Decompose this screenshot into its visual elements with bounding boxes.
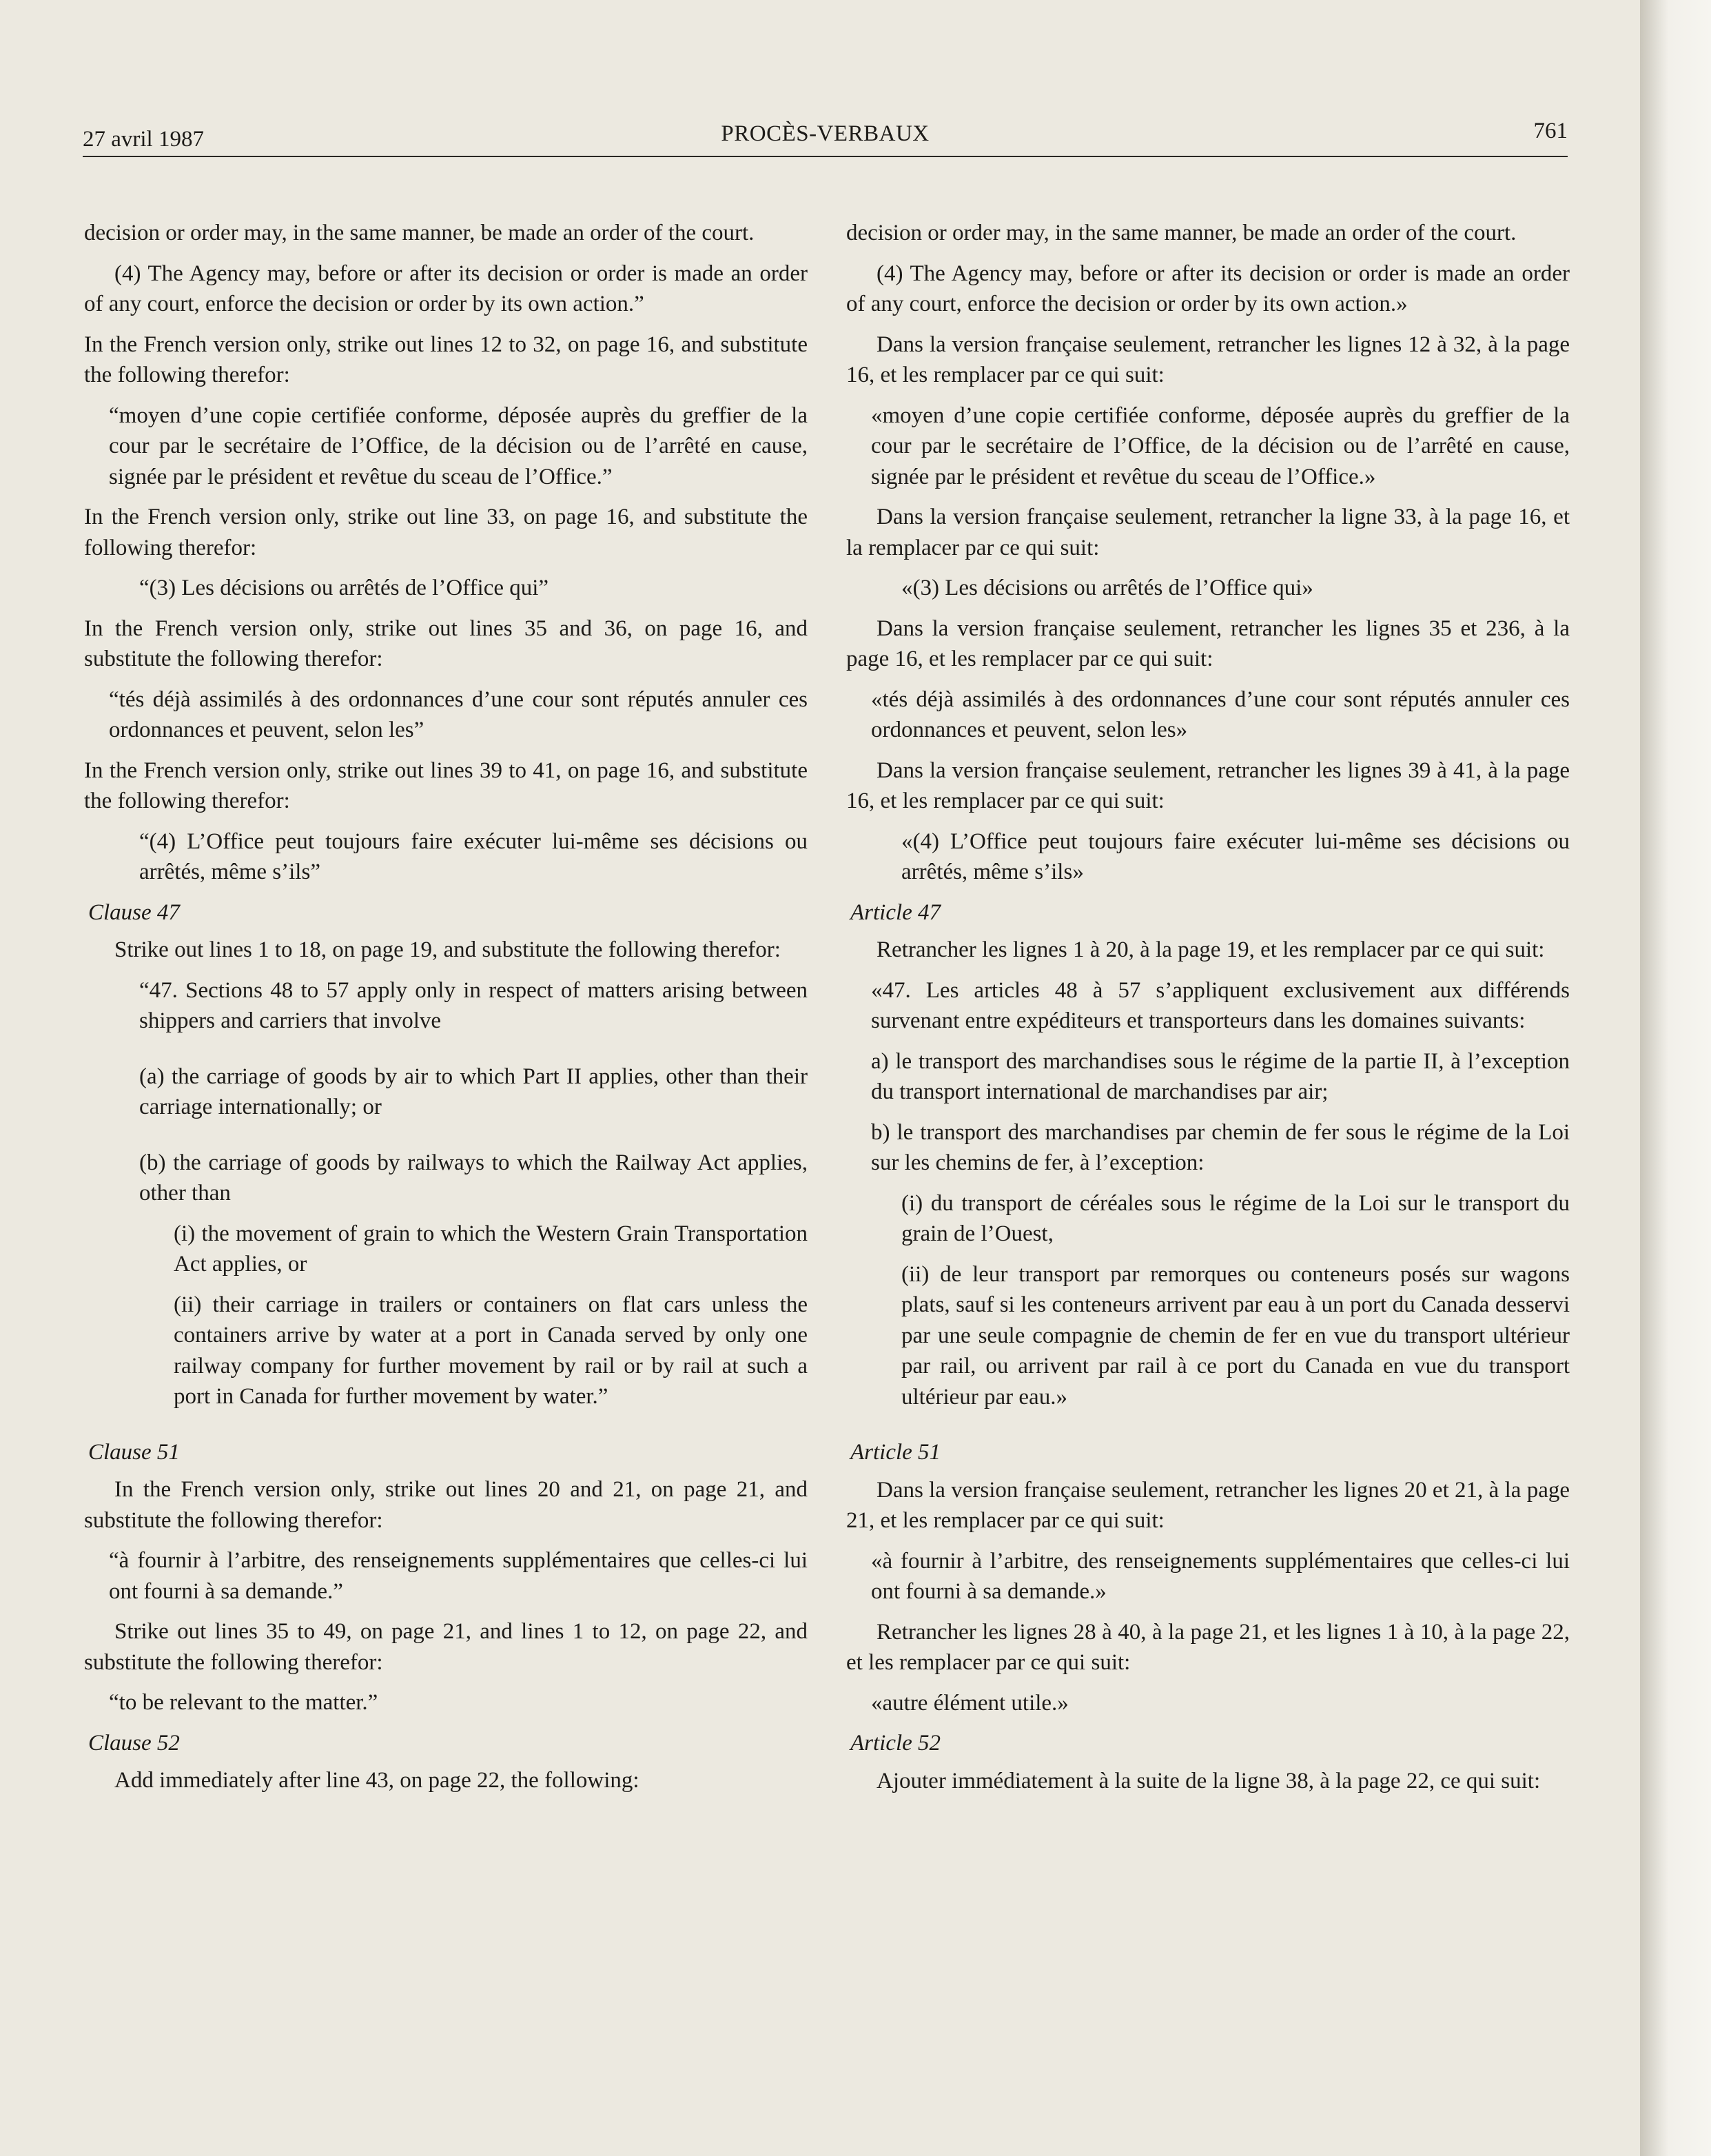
quoted-text: “tés déjà assimilés à des ordonnances d’une cour sont réputés annuler ces ordonnances et peuvent, selon les”	[109, 687, 808, 742]
instruction: In the French version only, strike out lines 20 and 21, on page 21, and substitute the following therefor:	[84, 1477, 808, 1533]
quoted-text: «(4) L’Office peut toujours faire exécuter lui-même ses décisions ou arrêtés, même s’ils»	[901, 828, 1570, 884]
quoted-text: «(3) Les décisions ou arrêtés de l’Office qui»	[901, 576, 1313, 600]
page-edge-shadow	[1640, 0, 1711, 2156]
paragraph: (4) The Agency may, before or after its decision or order is made an order of any court, enforce the decision or order by its own action.”	[84, 261, 808, 316]
header-rule	[83, 156, 1568, 157]
header-title: PROCÈS-VERBAUX	[721, 121, 930, 146]
header-date: 27 avril 1987	[83, 127, 204, 152]
quoted-text: “moyen d’une copie certifiée conforme, déposée auprès du greffier de la cour par le secrétaire de l’Office, de la décision ou de l’arrêté en cause, signée par le président et revêtue du sceau de l’Office.”	[109, 403, 808, 489]
page-header	[83, 119, 1568, 154]
paragraph: decision or order may, in the same manner, be made an order of the court.	[846, 221, 1517, 245]
quoted-text: (i) du transport de céréales sous le régime de la Loi sur le transport du grain de l’Ouest,	[901, 1190, 1570, 1246]
instruction: Dans la version française seulement, retrancher les lignes 39 à 41, à la page 16, et les remplacer par ce qui suit:	[846, 757, 1570, 813]
instruction: In the French version only, strike out lines 12 to 32, on page 16, and substitute the following therefor:	[84, 332, 808, 387]
quoted-text: «tés déjà assimilés à des ordonnances d’une cour sont réputés annuler ces ordonnances et peuvent, selon les»	[871, 687, 1570, 742]
section-heading: Clause 52	[88, 1730, 180, 1756]
quoted-text: b) le transport des marchandises par chemin de fer sous le régime de la Loi sur les chemins de fer, à l’exception:	[871, 1119, 1570, 1175]
quoted-text: (i) the movement of grain to which the Western Grain Transportation Act applies, or	[174, 1221, 808, 1277]
paragraph: (4) The Agency may, before or after its decision or order is made an order of any court, enforce the decision or order by its own action.»	[846, 261, 1570, 316]
section-heading: Clause 51	[88, 1439, 180, 1465]
quoted-text: a) le transport des marchandises sous le régime de la partie II, à l’exception du transport international de marchandises par air;	[871, 1048, 1570, 1104]
quoted-text: “to be relevant to the matter.”	[109, 1690, 378, 1715]
quoted-text: (ii) de leur transport par remorques ou conteneurs posés sur wagons plats, sauf si les conteneurs arrivent par eau à un port du Canada desservi par une seule compagnie de chemin de fer en vue du transport ultérieur par rail, ou arrivent par rail à ce port du Canada en vue du transport ultérieur par eau.»	[901, 1261, 1570, 1410]
instruction: Add immediately after line 43, on page 22, the following:	[114, 1768, 639, 1793]
quoted-text: (a) the carriage of goods by air to which Part II applies, other than their carriage internationally; or	[139, 1064, 808, 1119]
quoted-text: “à fournir à l’arbitre, des renseignements supplémentaires que celles-ci lui ont fourni à sa demande.”	[109, 1548, 808, 1604]
quoted-text: “(4) L’Office peut toujours faire exécuter lui-même ses décisions ou arrêtés, même s’ils”	[139, 828, 808, 884]
quoted-text: «à fournir à l’arbitre, des renseignements supplémentaires que celles-ci lui ont fourni à sa demande.»	[871, 1548, 1570, 1604]
quoted-text: “(3) Les décisions ou arrêtés de l’Office qui”	[139, 576, 549, 600]
quoted-text: «autre élément utile.»	[871, 1690, 1069, 1716]
right-column-french	[846, 218, 1570, 1806]
instruction: In the French version only, strike out lines 35 and 36, on page 16, and substitute the following therefor:	[84, 616, 808, 671]
quoted-text: (b) the carriage of goods by railways to which the Railway Act applies, other than	[139, 1150, 808, 1206]
instruction: Strike out lines 1 to 18, on page 19, and substitute the following therefor:	[114, 937, 781, 962]
instruction: In the French version only, strike out lines 39 to 41, on page 16, and substitute the following therefor:	[84, 757, 808, 813]
instruction: Strike out lines 35 to 49, on page 21, and lines 1 to 12, on page 22, and substitute the following therefor:	[84, 1619, 808, 1675]
left-column-english	[84, 218, 808, 1806]
section-heading: Article 52	[850, 1731, 941, 1756]
quoted-text: “47. Sections 48 to 57 apply only in respect of matters arising between shippers and carriers that involve	[139, 977, 808, 1033]
instruction: Retrancher les lignes 28 à 40, à la page 21, et les lignes 1 à 10, à la page 22, et les remplacer par ce qui suit:	[846, 1619, 1570, 1675]
instruction: Retrancher les lignes 1 à 20, à la page 19, et les remplacer par ce qui suit:	[877, 937, 1545, 962]
instruction: Ajouter immédiatement à la suite de la ligne 38, à la page 22, ce qui suit:	[877, 1768, 1541, 1793]
quoted-text: «47. Les articles 48 à 57 s’appliquent exclusivement aux différends survenant entre expéditeurs et transporteurs dans les domaines suivants:	[871, 977, 1570, 1033]
paragraph: decision or order may, in the same manner, be made an order of the court.	[84, 221, 755, 245]
section-heading: Article 47	[850, 899, 941, 925]
page-number: 761	[1533, 119, 1568, 143]
instruction: Dans la version française seulement, retrancher les lignes 12 à 32, à la page 16, et les remplacer par ce qui suit:	[846, 332, 1570, 387]
section-heading: Article 51	[850, 1440, 941, 1465]
section-heading: Clause 47	[88, 899, 180, 925]
instruction: In the French version only, strike out line 33, on page 16, and substitute the following therefor:	[84, 505, 808, 560]
quoted-text: (ii) their carriage in trailers or containers on flat cars unless the containers arrive by water at a port in Canada served by only one railway company for further movement by rail or by rail at such a port in Canada for further movement by water.”	[174, 1292, 808, 1409]
instruction: Dans la version française seulement, retrancher les lignes 35 et 236, à la page 16, et les remplacer par ce qui suit:	[846, 616, 1570, 671]
quoted-text: «moyen d’une copie certifiée conforme, déposée auprès du greffier de la cour par le secrétaire de l’Office, de la décision ou de l’arrêté en cause, signée par le président et revêtue du sceau de l’Office.»	[871, 403, 1570, 489]
instruction: Dans la version française seulement, retrancher les lignes 20 et 21, à la page 21, et les remplacer par ce qui suit:	[846, 1477, 1570, 1533]
instruction: Dans la version française seulement, retrancher la ligne 33, à la page 16, et la remplacer par ce qui suit:	[846, 505, 1570, 560]
